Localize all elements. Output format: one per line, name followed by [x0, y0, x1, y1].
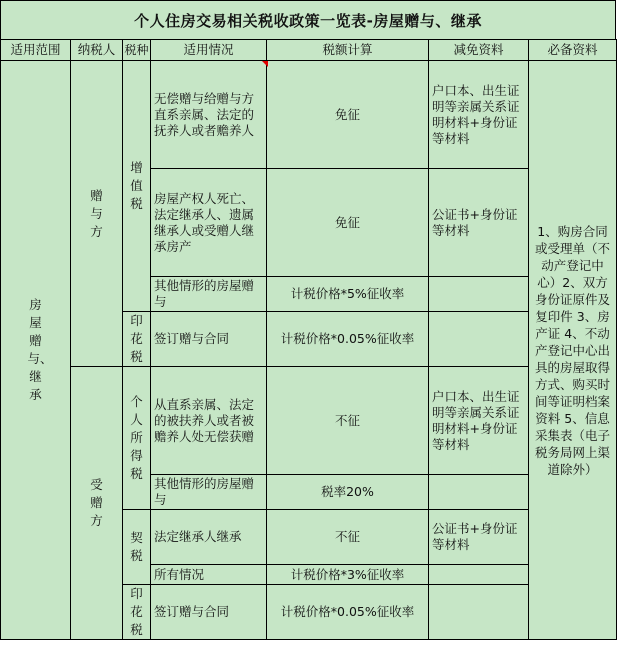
header-scope[interactable]: 适用范围	[1, 40, 71, 61]
vat-cell[interactable]	[123, 61, 151, 312]
giver-cell[interactable]	[71, 61, 123, 367]
exempt-docs-cell[interactable]	[429, 565, 529, 585]
exempt-docs-cell[interactable]: 户口本、出生证明等亲属关系证明材料+身份证等材料	[429, 367, 529, 475]
situation-cell[interactable]: 法定继承人继承	[151, 510, 267, 565]
deed-tax-cell[interactable]	[123, 510, 151, 585]
situation-cell[interactable]: 房屋产权人死亡、法定继承人、遗属继承人或受赠人继承房产	[151, 169, 267, 277]
situation-cell[interactable]: 其他情形的房屋赠与	[151, 277, 267, 312]
exempt-docs-cell[interactable]: 公证书+身份证等材料	[429, 169, 529, 277]
calc-cell[interactable]: 计税价格*0.05%征收率	[267, 312, 429, 367]
receiver-label: 受赠方	[90, 477, 103, 528]
calc-cell[interactable]: 免征	[267, 61, 429, 169]
pit-cell[interactable]	[123, 367, 151, 510]
exempt-docs-cell[interactable]	[429, 585, 529, 640]
header-required-docs[interactable]: 必备资料	[529, 40, 617, 61]
giver-label: 赠与方	[90, 187, 103, 239]
table-row	[1, 367, 617, 475]
header-situation[interactable]: 适用情况	[151, 40, 267, 61]
scope-label: 房屋赠与、继承	[27, 297, 53, 402]
header-tax-type[interactable]: 税种	[123, 40, 151, 61]
exempt-docs-cell[interactable]	[429, 277, 529, 312]
header-row	[1, 40, 617, 61]
scope-cell[interactable]	[1, 61, 71, 640]
exempt-docs-cell[interactable]: 户口本、出生证明等亲属关系证明材料+身份证等材料	[429, 61, 529, 169]
vat-label: 增值税	[130, 160, 143, 211]
exempt-docs-cell[interactable]	[429, 312, 529, 367]
situation-cell[interactable]: 签订赠与合同	[151, 585, 267, 640]
tax-policy-table	[0, 39, 617, 640]
header-taxpayer[interactable]: 纳税人	[71, 40, 123, 61]
situation-cell[interactable]: 其他情形的房屋赠与	[151, 475, 267, 510]
table-row	[1, 61, 617, 169]
receiver-cell[interactable]	[71, 367, 123, 640]
calc-cell[interactable]: 计税价格*3%征收率	[267, 565, 429, 585]
exempt-docs-cell[interactable]: 公证书+身份证等材料	[429, 510, 529, 565]
calc-cell[interactable]: 不征	[267, 367, 429, 475]
table-title[interactable]: 个人住房交易相关税收政策一览表-房屋赠与、继承	[0, 0, 616, 40]
stamp-tax-label: 印花税	[130, 586, 143, 637]
situation-cell[interactable]: 无偿赠与给赠与方直系亲属、法定的抚养人或者赡养人	[151, 61, 267, 169]
comment-indicator-icon[interactable]	[262, 61, 268, 67]
exempt-docs-cell[interactable]	[429, 475, 529, 510]
header-exempt-docs[interactable]: 减免资料	[429, 40, 529, 61]
stamp-tax-cell[interactable]	[123, 585, 151, 640]
stamp-tax-cell[interactable]	[123, 312, 151, 367]
calc-cell[interactable]: 免征	[267, 169, 429, 277]
calc-cell[interactable]: 计税价格*0.05%征收率	[267, 585, 429, 640]
calc-cell[interactable]: 不征	[267, 510, 429, 565]
calc-cell[interactable]: 计税价格*5%征收率	[267, 277, 429, 312]
required-docs-cell[interactable]	[529, 61, 617, 640]
situation-cell[interactable]: 所有情况	[151, 565, 267, 585]
situation-cell[interactable]: 从直系亲属、法定的被扶养人或者被赡养人处无偿获赠	[151, 367, 267, 475]
header-calc[interactable]: 税额计算	[267, 40, 429, 61]
pit-label: 个人所得税	[130, 394, 143, 481]
calc-cell[interactable]: 税率20%	[267, 475, 429, 510]
situation-cell[interactable]: 签订赠与合同	[151, 312, 267, 367]
required-docs-text: 1、购房合同或受理单（不动产登记中心）2、双方身份证原件及复印件 3、房产证 4、不动产登记中心出具的房屋取得方式、购买时间等证明档案资料 5、信息采集表（电子税务局网上渠道除外）	[534, 223, 610, 477]
stamp-tax-label: 印花税	[130, 313, 143, 364]
deed-tax-label: 契税	[130, 530, 143, 563]
